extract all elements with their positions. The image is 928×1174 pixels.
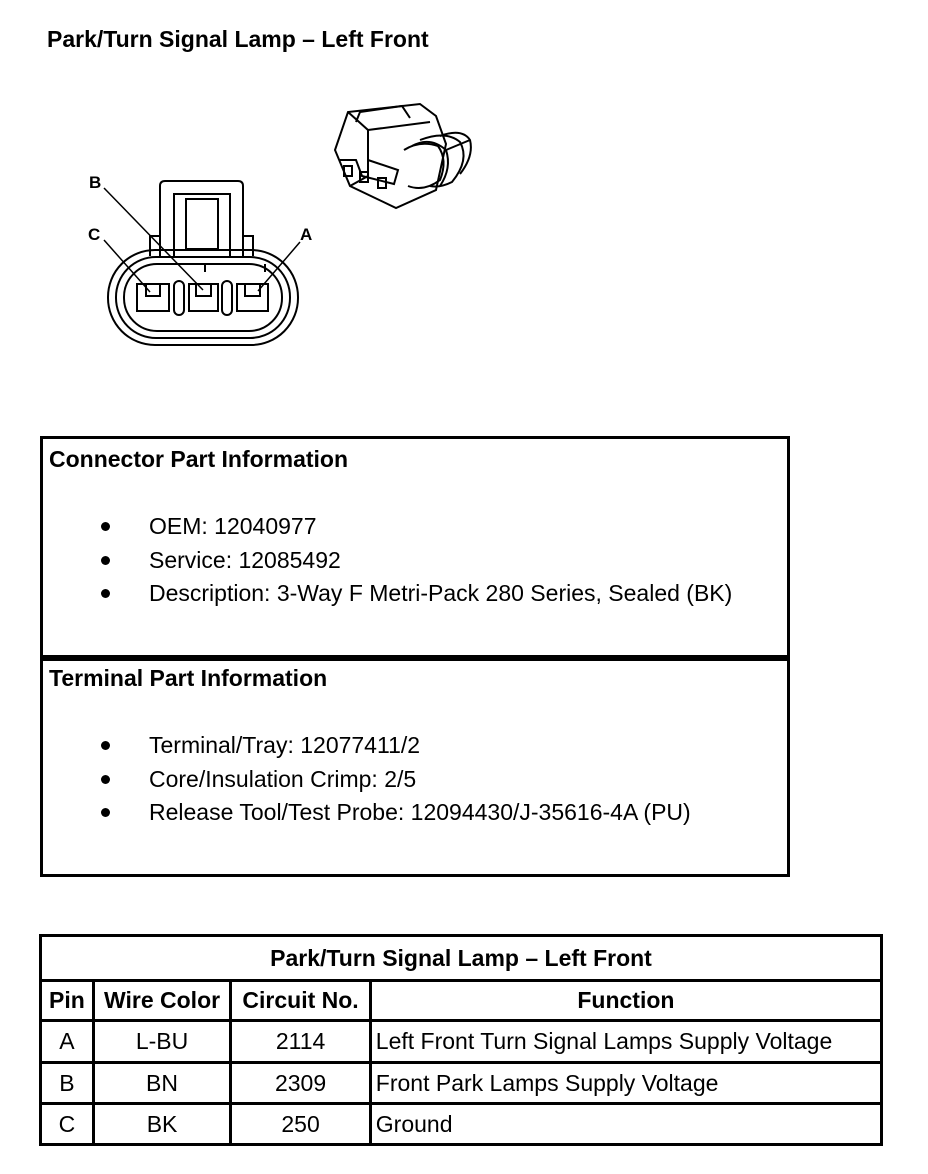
pin-cell: C — [41, 1104, 94, 1145]
list-item: Service: 12085492 — [43, 547, 732, 581]
circuit-cell: 2309 — [231, 1063, 370, 1104]
terminal-info-box — [40, 655, 790, 877]
column-header-wire-color: Wire Color — [93, 981, 231, 1021]
table-row — [41, 1021, 882, 1063]
terminal-info-heading: Terminal Part Information — [49, 665, 328, 691]
pin-cell: A — [41, 1021, 94, 1063]
list-item: Terminal/Tray: 12077411/2 — [43, 732, 691, 766]
pin-label-a: A — [300, 225, 313, 244]
wire-color-cell: BK — [93, 1104, 231, 1145]
pin-leader-lines — [104, 188, 300, 292]
list-item: Description: 3-Way F Metri-Pack 280 Series, Sealed (BK) — [43, 580, 732, 614]
connector-info-box — [40, 436, 790, 661]
table-row — [41, 1104, 882, 1145]
connector-illustration — [0, 0, 928, 420]
pin-table-title: Park/Turn Signal Lamp – Left Front — [41, 936, 882, 981]
pin-label-c: C — [88, 225, 101, 244]
page-title: Park/Turn Signal Lamp – Left Front — [47, 26, 429, 52]
connector-face-view — [108, 181, 298, 345]
list-item: Release Tool/Test Probe: 12094430/J-35616-4A (PU) — [43, 799, 691, 833]
wire-color-cell: L-BU — [93, 1021, 231, 1063]
column-header-function: Function — [370, 981, 881, 1021]
connector-info-heading: Connector Part Information — [49, 446, 349, 472]
connector-iso-view — [335, 104, 471, 208]
column-header-pin: Pin — [41, 981, 94, 1021]
function-cell: Front Park Lamps Supply Voltage — [370, 1063, 881, 1104]
circuit-cell: 2114 — [231, 1021, 370, 1063]
pin-label-b: B — [89, 173, 102, 192]
function-cell: Left Front Turn Signal Lamps Supply Voltage — [370, 1021, 881, 1063]
terminal-info-list — [43, 732, 691, 833]
pin-cell: B — [41, 1063, 94, 1104]
function-cell: Ground — [370, 1104, 881, 1145]
connector-info-list — [43, 513, 732, 614]
list-item: Core/Insulation Crimp: 2/5 — [43, 766, 691, 800]
column-header-circuit-no: Circuit No. — [231, 981, 370, 1021]
wire-color-cell: BN — [93, 1063, 231, 1104]
pin-table — [39, 934, 883, 1146]
table-row — [41, 1063, 882, 1104]
list-item: OEM: 12040977 — [43, 513, 732, 547]
circuit-cell: 250 — [231, 1104, 370, 1145]
